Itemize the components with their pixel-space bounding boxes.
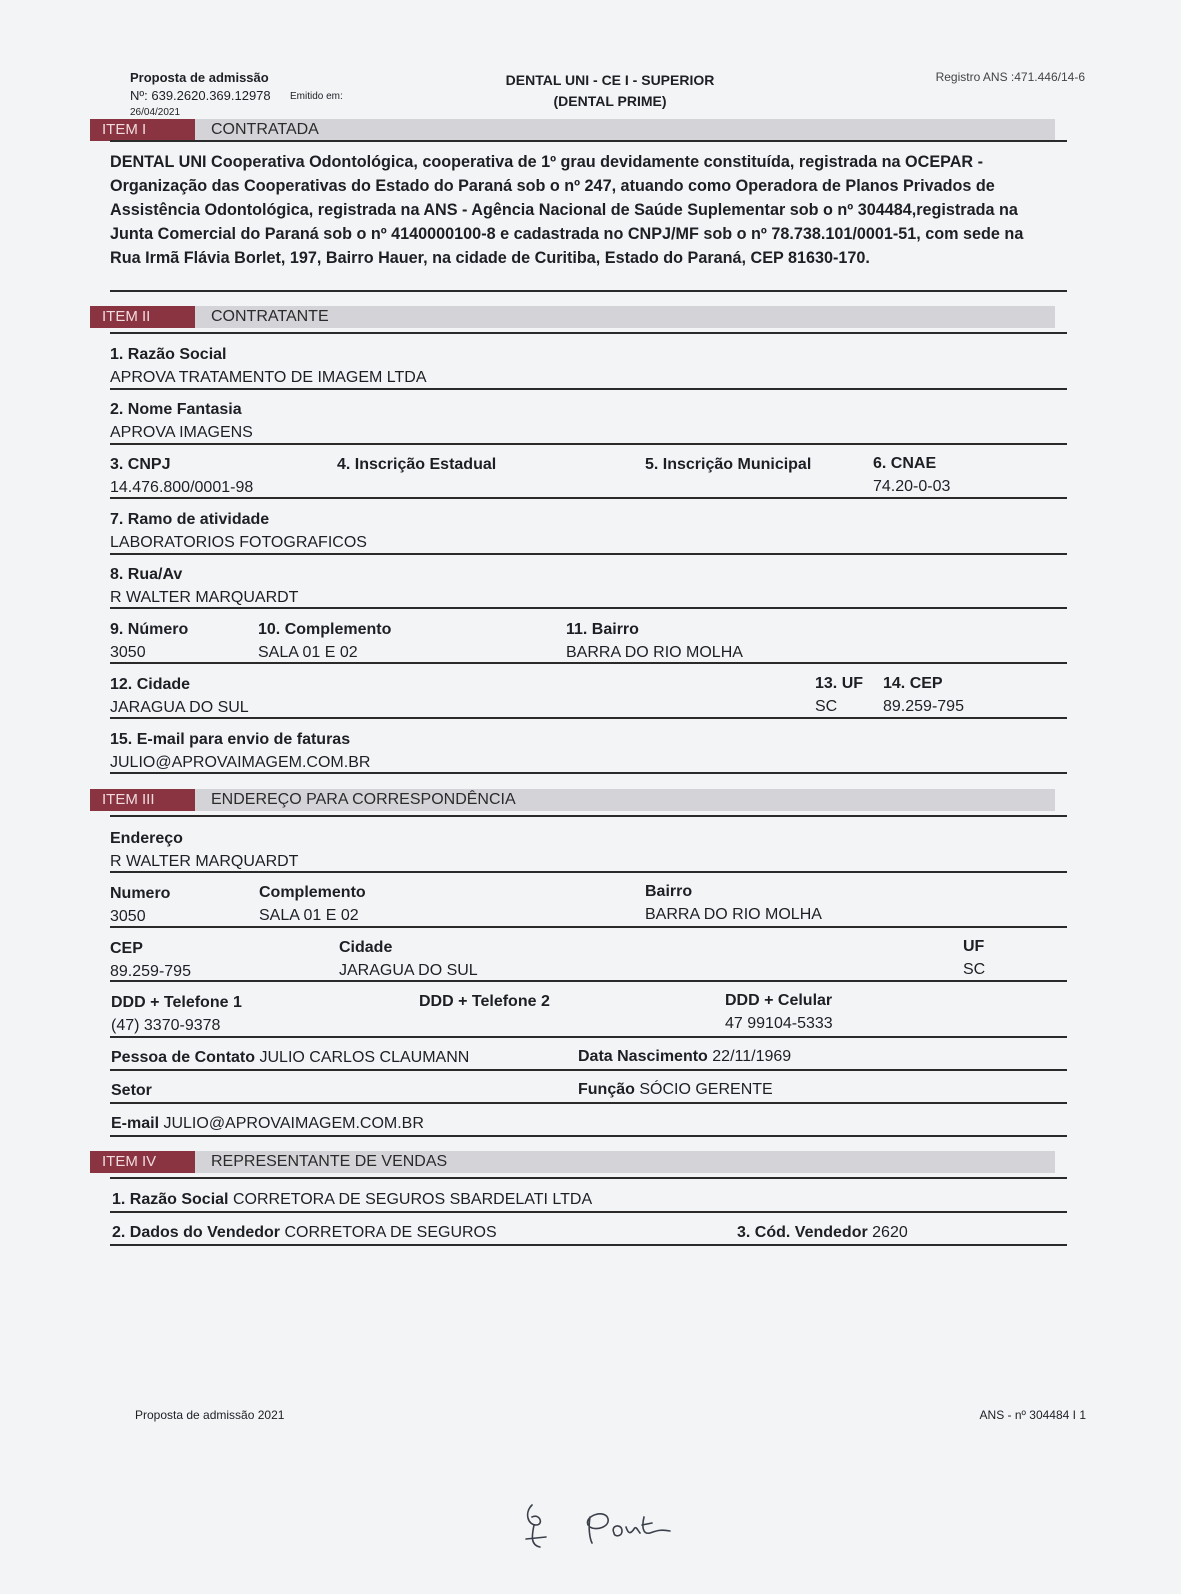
corr-uf-label: UF <box>963 938 985 955</box>
cidade-label: 12. Cidade <box>110 676 191 693</box>
divider <box>110 926 1067 928</box>
divider <box>110 1069 1067 1071</box>
divider <box>110 980 1067 982</box>
cnae-label: 6. CNAE <box>873 455 937 472</box>
rua-label: 8. Rua/Av <box>110 566 183 583</box>
plan-title-line1: DENTAL UNI - CE I - SUPERIOR <box>505 72 715 88</box>
divider <box>110 607 1067 609</box>
uf-label: 13. UF <box>815 675 864 692</box>
ramo-atividade-value: LABORATORIOS FOTOGRAFICOS <box>110 534 367 551</box>
telefone1-value: (47) 3370-9378 <box>111 1017 221 1034</box>
divider <box>110 717 1067 719</box>
divider <box>110 332 1067 334</box>
contato-label: Pessoa de Contato <box>111 1049 256 1066</box>
corr-cep-label: CEP <box>110 940 143 957</box>
cnae-value: 74.20-0-03 <box>873 478 951 495</box>
footer-right: ANS - nº 304484 I 1 <box>979 1408 1086 1422</box>
corr-complemento-value: SALA 01 E 02 <box>259 907 359 924</box>
cod-vendedor-label: 3. Cód. Vendedor <box>737 1224 868 1241</box>
item3-tag: ITEM III <box>90 789 195 811</box>
nascimento-field <box>578 1048 791 1066</box>
setor-label: Setor <box>111 1082 152 1099</box>
divider <box>110 662 1067 664</box>
inscricao-estadual-label: 4. Inscrição Estadual <box>337 456 497 473</box>
inscricao-municipal-label: 5. Inscrição Municipal <box>645 456 812 473</box>
ans-registration: Registro ANS :471.446/14-6 <box>935 70 1085 84</box>
funcao-label: Função <box>578 1081 635 1098</box>
email-faturas-label: 15. E-mail para envio de faturas <box>110 731 351 748</box>
divider <box>110 1102 1067 1104</box>
plan-title-line2: (DENTAL PRIME) <box>553 93 667 109</box>
divider <box>110 1244 1067 1246</box>
nascimento-label: Data Nascimento <box>578 1048 708 1065</box>
item1-header <box>90 119 1055 141</box>
divider <box>110 815 1067 817</box>
complemento-label: 10. Complemento <box>258 621 392 638</box>
nascimento-value: 22/11/1969 <box>712 1048 792 1065</box>
celular-label: DDD + Celular <box>725 992 833 1009</box>
item1-title: CONTRATADA <box>211 121 319 138</box>
item3-title: ENDEREÇO PARA CORRESPONDÊNCIA <box>211 791 516 808</box>
item1-tag: ITEM I <box>90 119 195 141</box>
corr-cep-value: 89.259-795 <box>110 963 191 980</box>
divider <box>110 1036 1067 1038</box>
divider <box>110 871 1067 873</box>
item2-tag: ITEM II <box>90 306 195 328</box>
cnpj-label: 3. CNPJ <box>110 456 171 473</box>
corr-uf-value: SC <box>963 961 986 978</box>
corr-numero-label: Numero <box>110 885 171 902</box>
plan-title <box>450 70 770 112</box>
cep-label: 14. CEP <box>883 675 943 692</box>
endereco-label: Endereço <box>110 830 183 847</box>
corr-complemento-label: Complemento <box>259 884 366 901</box>
item4-header <box>90 1151 1055 1173</box>
divider <box>110 1135 1067 1137</box>
funcao-value: SÓCIO GERENTE <box>639 1081 773 1098</box>
nome-fantasia-label: 2. Nome Fantasia <box>110 401 242 418</box>
divider <box>110 497 1067 499</box>
proposal-title: Proposta de admissão <box>130 70 269 85</box>
razao-social-label: 1. Razão Social <box>110 346 227 363</box>
rua-value: R WALTER MARQUARDT <box>110 589 299 606</box>
corr-numero-value: 3050 <box>110 908 146 925</box>
divider <box>110 1211 1067 1213</box>
rep-razao-field <box>112 1191 592 1209</box>
item4-tag: ITEM IV <box>90 1151 195 1173</box>
divider <box>110 443 1067 445</box>
divider <box>110 1177 1067 1179</box>
contato-field <box>111 1049 469 1067</box>
endereco-value: R WALTER MARQUARDT <box>110 853 299 870</box>
nome-fantasia-value: APROVA IMAGENS <box>110 424 253 441</box>
contractor-paragraph: DENTAL UNI Cooperativa Odontológica, cooperativa de 1º grau devidamente constituída, registrada na OCEPAR - Organização das Cooperativas do Estado do Paraná sob o nº 247, atuando como Operadora de Planos Privados de Assistência Odontológica, registrada na ANS - Agência Nacional de Saúde Suplementar sob o nº 304484,registrada na Junta Comercial do Paraná sob o nº 4140000100-8 e cadastrada no CNPJ/MF sob o nº 78.738.101/0001-51, com sede na Rua Irmã Flávia Borlet, 197, Bairro Hauer, na cidade de Curitiba, Estado do Paraná, CEP 81630-170. <box>110 153 1024 267</box>
vendedor-label: 2. Dados do Vendedor <box>112 1224 281 1241</box>
rep-razao-label: 1. Razão Social <box>112 1191 229 1208</box>
divider <box>110 290 1067 292</box>
telefone2-label: DDD + Telefone 2 <box>419 993 550 1010</box>
item2-title: CONTRATANTE <box>211 308 329 325</box>
ramo-atividade-label: 7. Ramo de atividade <box>110 511 270 528</box>
proposal-number: Nº: 639.2620.369.12978 <box>130 88 271 103</box>
divider <box>110 140 1067 142</box>
cidade-value: JARAGUA DO SUL <box>110 699 249 716</box>
funcao-field <box>578 1081 773 1099</box>
rep-razao-value: CORRETORA DE SEGUROS SBARDELATI LTDA <box>232 1191 593 1208</box>
bairro-value: BARRA DO RIO MOLHA <box>566 644 743 661</box>
divider <box>110 772 1067 774</box>
complemento-value: SALA 01 E 02 <box>258 644 358 661</box>
item2-header <box>90 306 1055 328</box>
bairro-label: 11. Bairro <box>566 621 639 638</box>
footer-left: Proposta de admissão 2021 <box>135 1408 285 1422</box>
corr-email-value: JULIO@APROVAIMAGEM.COM.BR <box>163 1115 424 1132</box>
razao-social-value: APROVA TRATAMENTO DE IMAGEM LTDA <box>110 369 427 386</box>
divider <box>110 553 1067 555</box>
numero-value: 3050 <box>110 644 146 661</box>
corr-email-label: E-mail <box>111 1115 160 1132</box>
emitted-label: Emitido em: <box>290 91 343 102</box>
item4-title: REPRESENTANTE DE VENDAS <box>211 1153 448 1170</box>
corr-email-field <box>111 1115 424 1133</box>
vendedor-field <box>112 1224 497 1242</box>
emitted-date: 26/04/2021 <box>130 107 181 118</box>
vendedor-value: CORRETORA DE SEGUROS <box>284 1224 497 1241</box>
divider <box>110 388 1067 390</box>
corr-bairro-value: BARRA DO RIO MOLHA <box>645 906 822 923</box>
handwritten-signature <box>510 1495 690 1565</box>
telefone1-label: DDD + Telefone 1 <box>111 994 242 1011</box>
setor-field <box>111 1082 152 1100</box>
cod-vendedor-field <box>737 1224 908 1242</box>
celular-value: 47 99104-5333 <box>725 1015 833 1032</box>
item3-header <box>90 789 1055 811</box>
contato-value: JULIO CARLOS CLAUMANN <box>259 1049 470 1066</box>
corr-cidade-value: JARAGUA DO SUL <box>339 962 478 979</box>
corr-bairro-label: Bairro <box>645 883 693 900</box>
cnpj-value: 14.476.800/0001-98 <box>110 479 254 496</box>
email-faturas-value: JULIO@APROVAIMAGEM.COM.BR <box>110 754 371 771</box>
corr-cidade-label: Cidade <box>339 939 393 956</box>
cep-value: 89.259-795 <box>883 698 964 715</box>
cod-vendedor-value: 2620 <box>872 1224 908 1241</box>
uf-value: SC <box>815 698 838 715</box>
numero-label: 9. Número <box>110 621 189 638</box>
